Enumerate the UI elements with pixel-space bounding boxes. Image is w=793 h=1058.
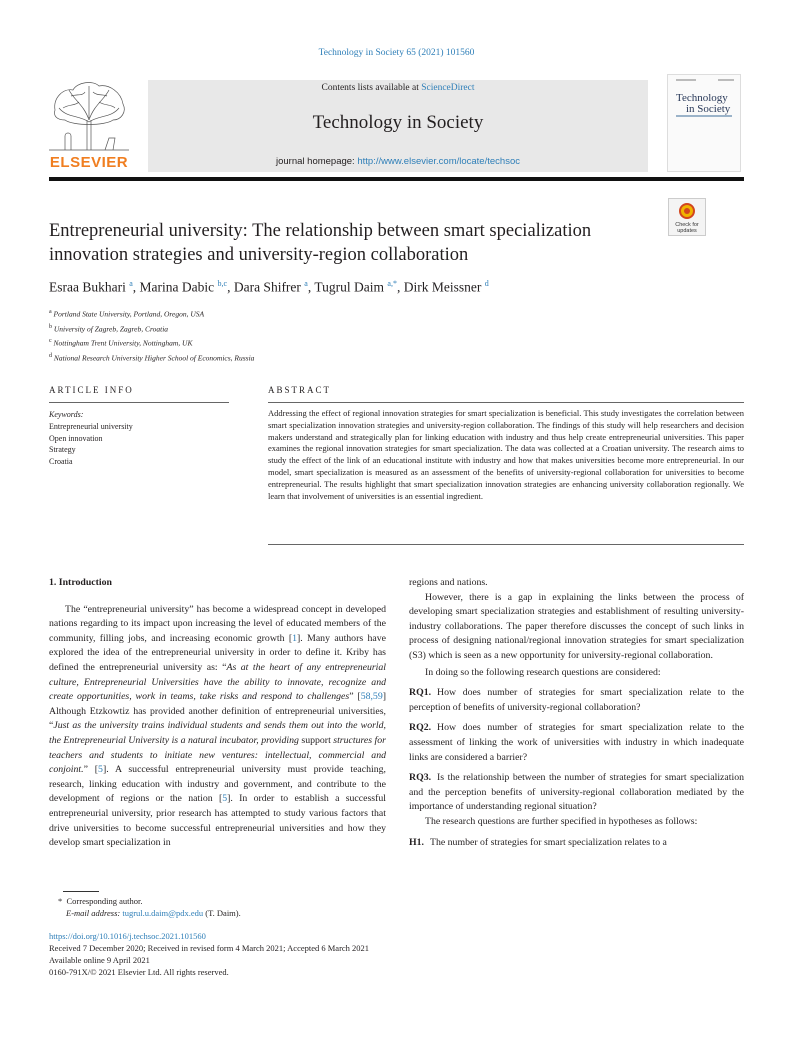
- hypothesis-1: [409, 836, 744, 851]
- rq-label: RQ3.: [409, 772, 432, 784]
- doi-link[interactable]: https://doi.org/10.1016/j.techsoc.2021.101560: [49, 931, 206, 941]
- article-title: Entrepreneurial university: The relationship between smart specialization innovation strategies and university-region collaboration: [49, 221, 592, 265]
- abstract-bottom-divider: [268, 544, 744, 545]
- check-updates-icon: [679, 203, 695, 219]
- paragraph: However, there is a gap in explaining the links between the process of developing smart specialization strategies and establishment of resulting university-industry collaborations. The paper therefore discusses the concept of such links in process of designing national/regional innovation strategies for smart specialization (S3) which is seen as a new opportunity for university-regional collaboration.: [409, 591, 744, 661]
- author-name[interactable]: Dara Shifrer: [233, 279, 301, 295]
- citation-link[interactable]: 1: [292, 632, 298, 644]
- affiliation-key: c: [49, 338, 52, 344]
- text: The “entrepreneurial university” has become a widespread concept in developed nations regarding to its impact upon increasing the level of educated members of the community, filling jobs, and increasing economic growth [: [49, 603, 386, 644]
- received-dates: Received 7 December 2020; Received in revised form 4 March 2021; Accepted 6 March 2021: [49, 943, 370, 953]
- sciencedirect-link[interactable]: ScienceDirect: [421, 83, 475, 93]
- affiliation-key: b: [49, 323, 52, 330]
- rq-label: RQ1.: [409, 687, 432, 699]
- keyword-item: Croatia: [49, 457, 73, 467]
- journal-cover-thumbnail[interactable]: [667, 74, 741, 172]
- affiliation-item: [49, 350, 449, 365]
- corresponding-author-text: Corresponding author.: [66, 896, 143, 906]
- cover-title-line-2: in Society: [686, 103, 731, 115]
- affiliation-marker[interactable]: b,c: [217, 279, 228, 288]
- author-list: Esraa Bukhari $^a$, Marina Dabic $^{b,c}$, Dara Shifrer $^a$, Tugrul Daim $^{a,*}$, Dirk Meissner $^d$: [49, 279, 489, 295]
- cover-decoration: [676, 79, 696, 81]
- body-column-right: [409, 576, 744, 850]
- text: ” [: [349, 691, 361, 703]
- author-name[interactable]: Esraa Bukhari: [49, 279, 126, 295]
- research-question-2: [409, 721, 744, 765]
- affiliation-marker[interactable]: a: [129, 279, 133, 288]
- keywords-block: [49, 409, 229, 468]
- article-info-heading: ARTICLE INFO: [49, 385, 134, 395]
- section-heading-introduction: 1. Introduction: [49, 577, 112, 588]
- footnote-mark: *: [58, 896, 63, 906]
- hypothesis-text: The number of strategies for smart specialization relates to a: [429, 836, 667, 848]
- affiliation-item: [49, 306, 449, 321]
- text: ]. In order to establish a successful entrepreneurial university, prior research has attempted to study various factors that drive universities to become successful entrepreneurial universities and how they develop smart specialization in: [49, 793, 386, 849]
- article-footer: [49, 930, 549, 978]
- publisher-name: ELSEVIER: [49, 154, 129, 171]
- email-note: [58, 907, 458, 919]
- affiliation-marker[interactable]: a: [304, 279, 308, 288]
- rq-label: RQ2.: [409, 722, 432, 734]
- email-label: E-mail address:: [66, 908, 123, 918]
- paragraph: [49, 603, 386, 851]
- research-question-1: [409, 686, 744, 715]
- affiliation-marker[interactable]: a,*: [387, 279, 397, 288]
- journal-name: Technology in Society: [312, 112, 484, 133]
- abstract-text: Addressing the effect of regional innovation strategies for smart specialization is beneficial. This study investigates the correlation between smart specialization innovation strategies and university-region collaboration. The findings of this study will help researchers and decision makers understand and strategically plan for linking education with industry and thus help create entrepreneurial universities. This paper examines the regional innovation strategies for smart specialization. The data was collected at a Croatian university. The research aims to study the effect of the link of an educational institute with industry and how that makes universities become more entrepreneurial. In our model, smart specialization is measured as an assessment of the benefits of university-regional collaboration for universities to become entrepreneurial. The results highlight that smart specialization innovation strategies are enhancing university collaboration regionally. We learn that involvement of universities is an essential ingredient.: [268, 408, 744, 501]
- corresponding-author-note: [58, 895, 458, 907]
- cover-title: [676, 93, 730, 115]
- text: ]. A successful entrepreneurial university must provide teaching, research, linking education with industry and government, and contribute to the development of regions or the nation [: [49, 764, 386, 805]
- paragraph: In doing so the following research questions are considered:: [425, 666, 661, 678]
- abstract-heading: ABSTRACT: [268, 385, 332, 395]
- journal-reference[interactable]: Technology in Society 65 (2021) 101560: [318, 48, 475, 58]
- affiliation-item: [49, 335, 449, 350]
- citation-link[interactable]: 58,59: [360, 691, 383, 703]
- contents-prefix: Contents lists available at: [321, 83, 422, 93]
- text: support: [298, 734, 334, 746]
- body-column-left: [49, 576, 386, 851]
- affiliation-text: Nottingham Trent University, Nottingham, UK: [53, 338, 193, 348]
- keywords-label: Keywords:: [49, 410, 84, 419]
- journal-homepage-line: [148, 156, 648, 167]
- affiliation-key: a: [49, 309, 52, 315]
- rq-text: Is the relationship between the number of strategies for smart specialization and the perception benefits of university-regional collaboration mediated by the importance of understanding regional situation?: [409, 772, 744, 813]
- journal-homepage-link[interactable]: http://www.elsevier.com/locate/techsoc: [357, 156, 520, 167]
- homepage-prefix: journal homepage:: [276, 156, 358, 167]
- quote: Just as the university trains individual students and sends them out into the world, the Entrepreneurial University is a natural incubator, providing: [49, 720, 386, 746]
- footnote: [58, 895, 458, 919]
- rq-text: How does number of strategies for smart specialization relate to the perception of benefits of university-regional collaboration?: [409, 687, 744, 713]
- quote: As at the heart of any entrepreneurial culture, Entrepreneurial Universities have the ability to innovate, recognize and create opportunities, work in teams, take risks and respond to challenges: [49, 661, 386, 703]
- research-question-3: [409, 771, 744, 815]
- author-name[interactable]: Marina Dabic: [139, 279, 215, 295]
- affiliation-text: Portland State University, Portland, Oregon, USA: [53, 309, 205, 319]
- article-info-divider: [49, 402, 229, 403]
- email-suffix: (T. Daim).: [203, 908, 241, 918]
- email-link[interactable]: tugrul.u.daim@pdx.edu: [122, 908, 204, 918]
- affiliation-marker[interactable]: d: [484, 279, 489, 288]
- keyword-item: Entrepreneurial university: [49, 421, 133, 431]
- paragraph: The research questions are further specified in hypotheses as follows:: [425, 815, 698, 827]
- author-name[interactable]: Tugrul Daim: [314, 279, 385, 295]
- check-updates-label: Check for updates: [675, 222, 699, 234]
- available-online: Available online 9 April 2021: [49, 955, 150, 965]
- check-for-updates-button[interactable]: [668, 198, 706, 236]
- hypothesis-label: H1.: [409, 836, 424, 848]
- cover-decoration: [676, 115, 732, 117]
- text: ” [: [83, 764, 99, 776]
- affiliation-item: [49, 321, 449, 336]
- keyword-item: Open innovation: [49, 433, 103, 443]
- affiliation-text: National Research University Higher School of Economics, Russia: [53, 353, 255, 362]
- author-name[interactable]: Dirk Meissner: [403, 279, 482, 295]
- cover-title-line-1: Technology: [676, 92, 728, 104]
- affiliation-text: University of Zagreb, Zagreb, Croatia: [53, 324, 169, 333]
- cover-decoration: [718, 79, 734, 81]
- citation-link[interactable]: 5: [222, 793, 228, 805]
- quote: structures for teachers and students to initiate new ventures: intellectual, commercial and conjoint.: [49, 734, 386, 776]
- abstract-divider: [268, 402, 744, 403]
- affiliation-key: d: [49, 352, 52, 359]
- text: ] Although Etzkowtiz has provided another definition of entrepreneurial universities, “: [49, 691, 386, 732]
- paragraph: regions and nations.: [409, 577, 488, 588]
- rq-text: How does number of strategies for smart specialization relate to the assessment of linking the work of universities with industry in which inadequate links are considered a barrier?: [409, 722, 744, 763]
- contents-line: [148, 83, 648, 93]
- header-divider: [49, 177, 744, 181]
- text: ]. Many authors have explored the idea of the entrepreneurial university in order to define it. Kriby has defined the entrepreneurial university as: “: [49, 632, 387, 673]
- keyword-item: Strategy: [49, 445, 76, 455]
- affiliation-list: [49, 306, 449, 364]
- citation-link[interactable]: 5: [98, 764, 103, 776]
- copyright: 0160-791X/© 2021 Elsevier Ltd. All rights reserved.: [49, 967, 229, 977]
- footnote-divider: [63, 891, 99, 892]
